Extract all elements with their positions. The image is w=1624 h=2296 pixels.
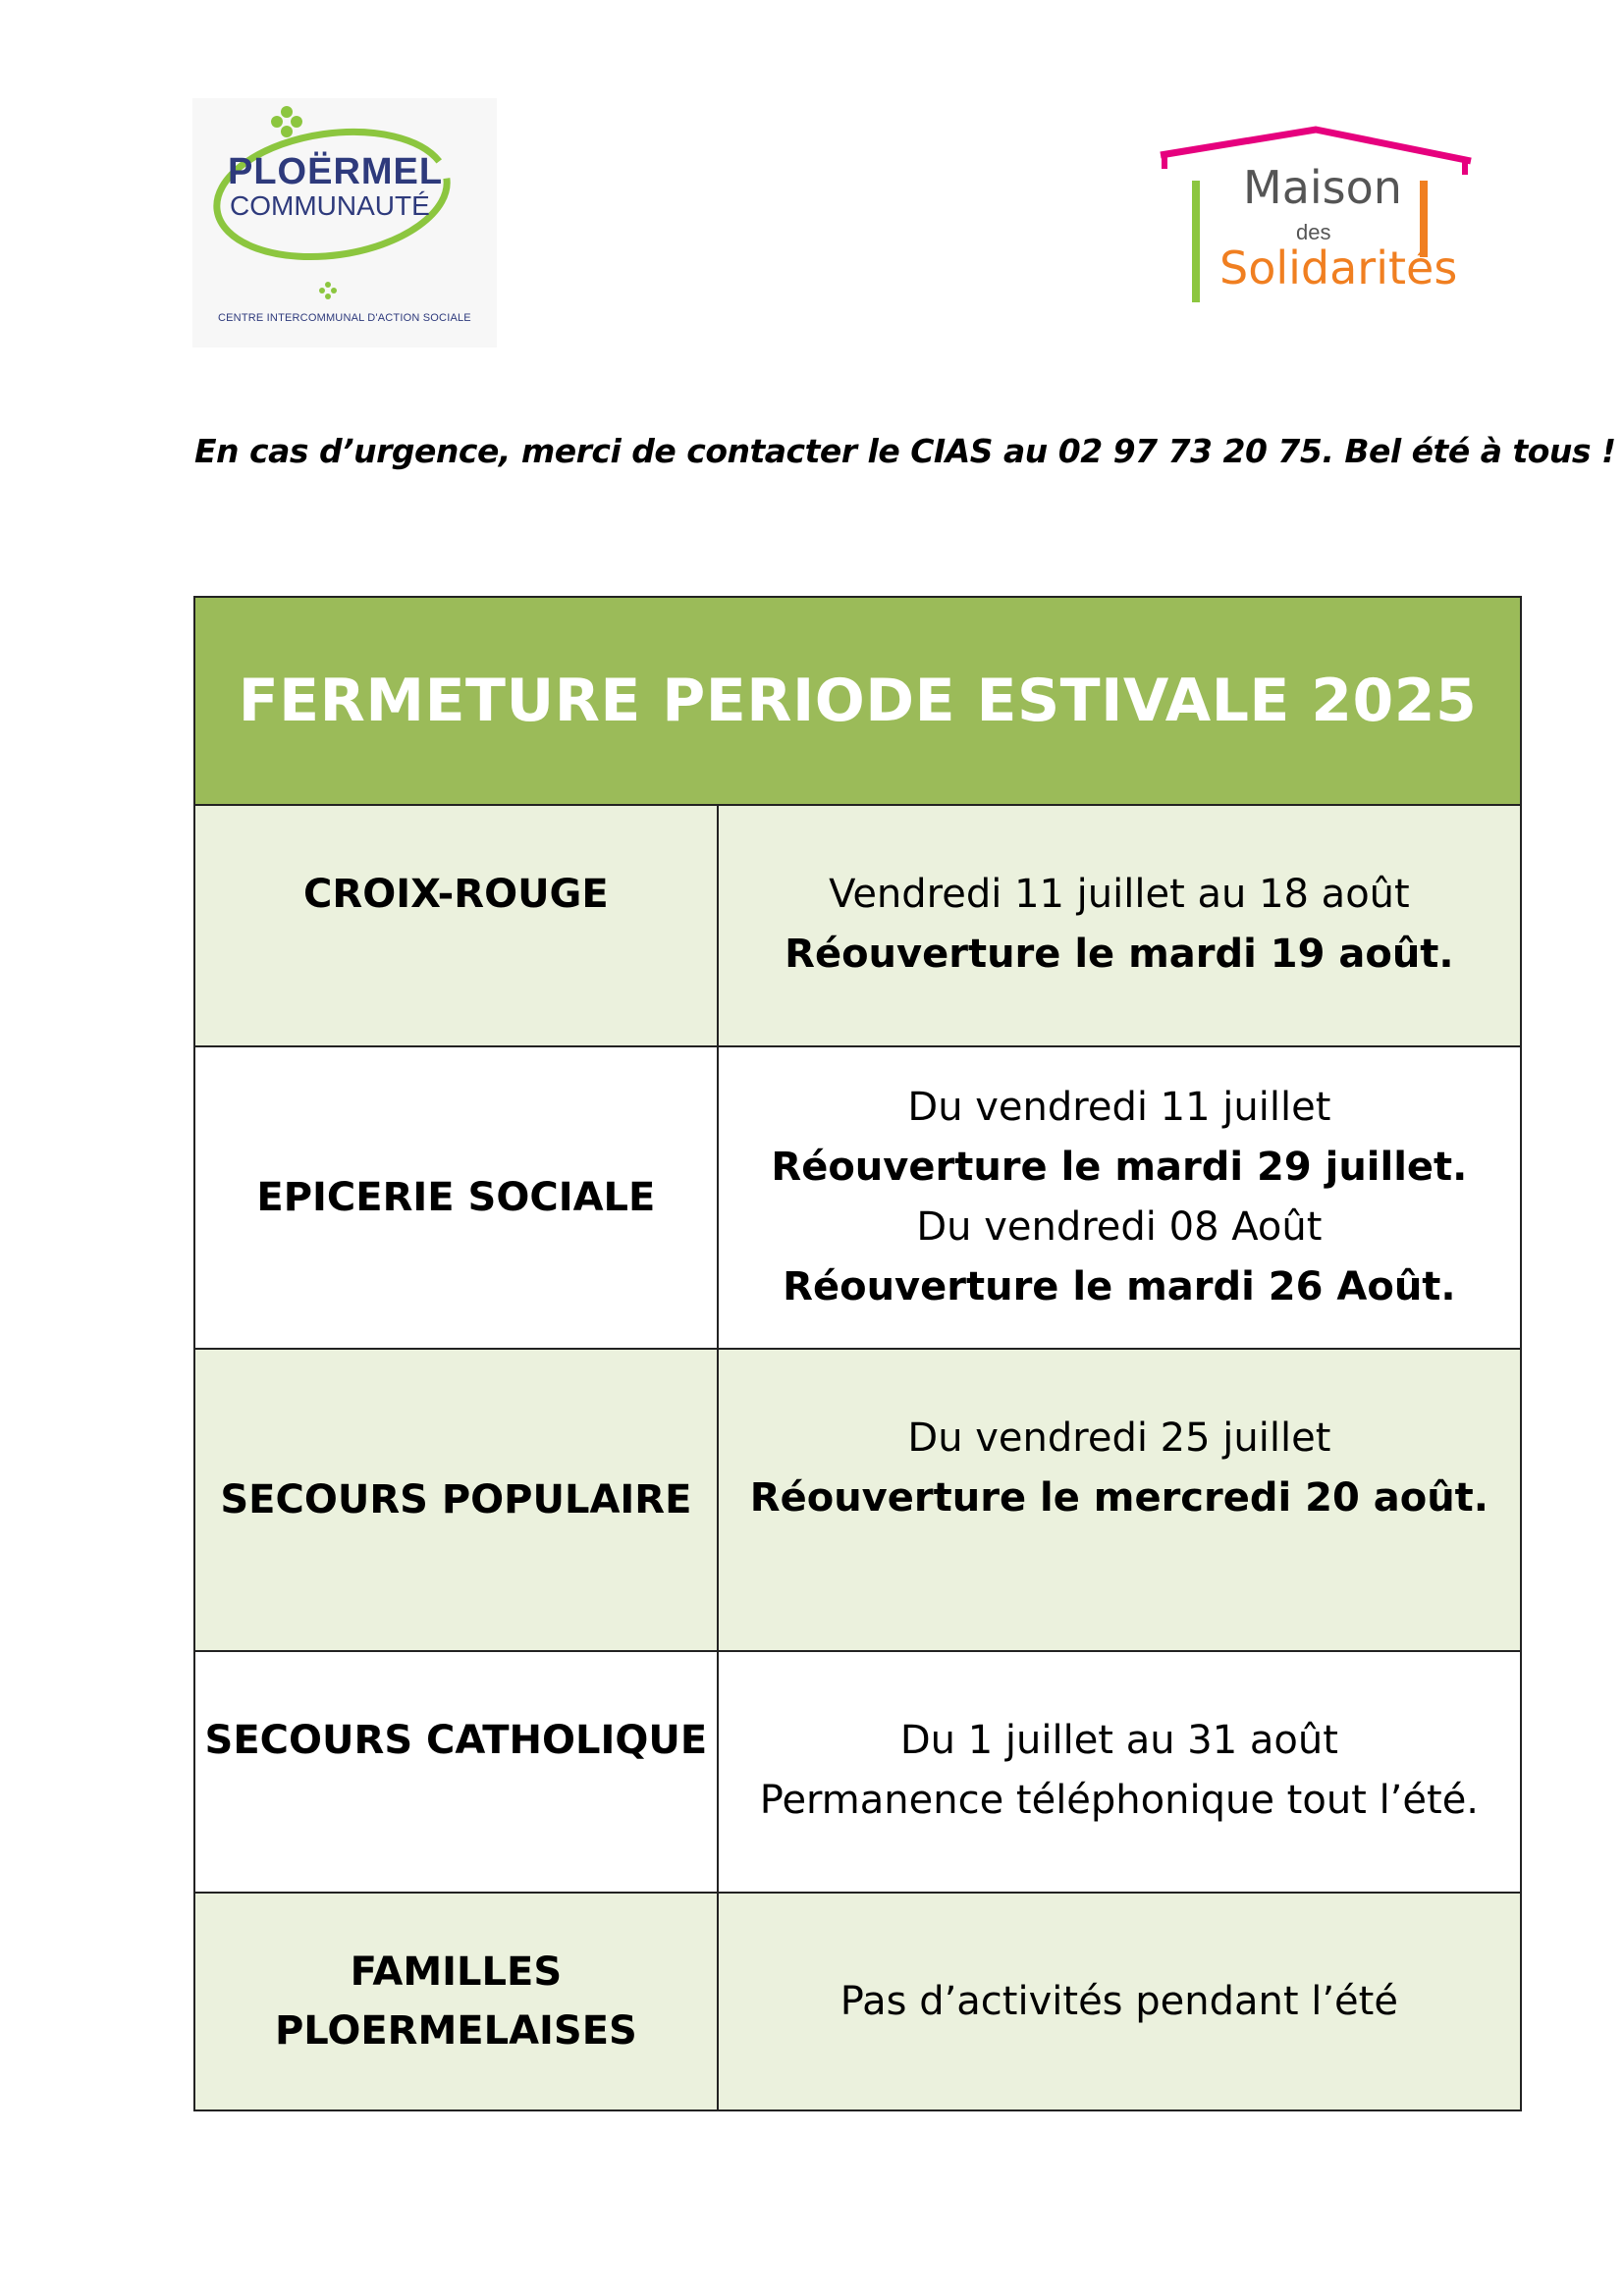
- org-name: SECOURS CATHOLIQUE: [204, 1718, 708, 1763]
- table-row: [194, 1046, 1521, 1349]
- table-row: [194, 1893, 1521, 2110]
- info-cell: [718, 1893, 1521, 2110]
- info-cell: [718, 805, 1521, 1046]
- info-line: Réouverture le mardi 29 juillet.: [771, 1145, 1468, 1190]
- org-cell: [194, 1651, 718, 1893]
- logo-right-line1: Maison: [1243, 161, 1402, 214]
- info-cell: [718, 1046, 1521, 1349]
- org-name: SECOURS POPULAIRE: [220, 1477, 692, 1522]
- logo-right-line3: Solidarités: [1219, 241, 1458, 294]
- table-header-row: [194, 597, 1521, 805]
- info-line: Du vendredi 08 Août: [916, 1204, 1323, 1250]
- logo-right-line2: des: [1296, 220, 1331, 244]
- info-line: Réouverture le mercredi 20 août.: [749, 1475, 1489, 1521]
- org-cell: [194, 1893, 718, 2110]
- org-cell: [194, 1046, 718, 1349]
- info-line: Du vendredi 25 juillet: [907, 1415, 1331, 1461]
- logo-swoosh: [192, 98, 497, 347]
- info-line: Réouverture le mardi 19 août.: [785, 932, 1454, 977]
- info-cell: [718, 1349, 1521, 1651]
- org-name: FAMILLES: [350, 1949, 563, 1995]
- logo-left-line1: PLOËRMEL: [228, 151, 444, 192]
- info-line: Du vendredi 11 juillet: [907, 1085, 1331, 1130]
- ploermel-communaute-logo: [192, 98, 497, 347]
- info-line: Du 1 juillet au 31 août: [899, 1718, 1338, 1763]
- closure-table: [193, 596, 1522, 2111]
- org-cell: [194, 805, 718, 1046]
- info-line: Réouverture le mardi 26 Août.: [783, 1264, 1456, 1309]
- info-line: Pas d’activités pendant l’été: [839, 1978, 1398, 2024]
- info-line: Vendredi 11 juillet au 18 août: [829, 872, 1410, 917]
- logo-left-line2: COMMUNAUTÉ: [230, 190, 430, 221]
- table-title: FERMETURE PERIODE ESTIVALE 2025: [194, 597, 1521, 805]
- info-line: Permanence téléphonique tout l’été.: [759, 1778, 1480, 1823]
- maison-des-solidarites-logo: [1159, 126, 1483, 322]
- org-name: CROIX-ROUGE: [303, 872, 609, 917]
- org-name: PLOERMELAISES: [274, 2008, 637, 2054]
- org-cell: [194, 1349, 718, 1651]
- table-row: [194, 805, 1521, 1046]
- info-cell: [718, 1651, 1521, 1893]
- org-name: EPICERIE SOCIALE: [256, 1175, 656, 1220]
- table-row: [194, 1651, 1521, 1893]
- emergency-notice: En cas d’urgence, merci de contacter le CIAS au 02 97 73 20 75. Bel été à tous !: [194, 432, 1616, 470]
- table-row: [194, 1349, 1521, 1651]
- logo-left-subtitle: CENTRE INTERCOMMUNAL D'ACTION SOCIALE: [218, 312, 471, 324]
